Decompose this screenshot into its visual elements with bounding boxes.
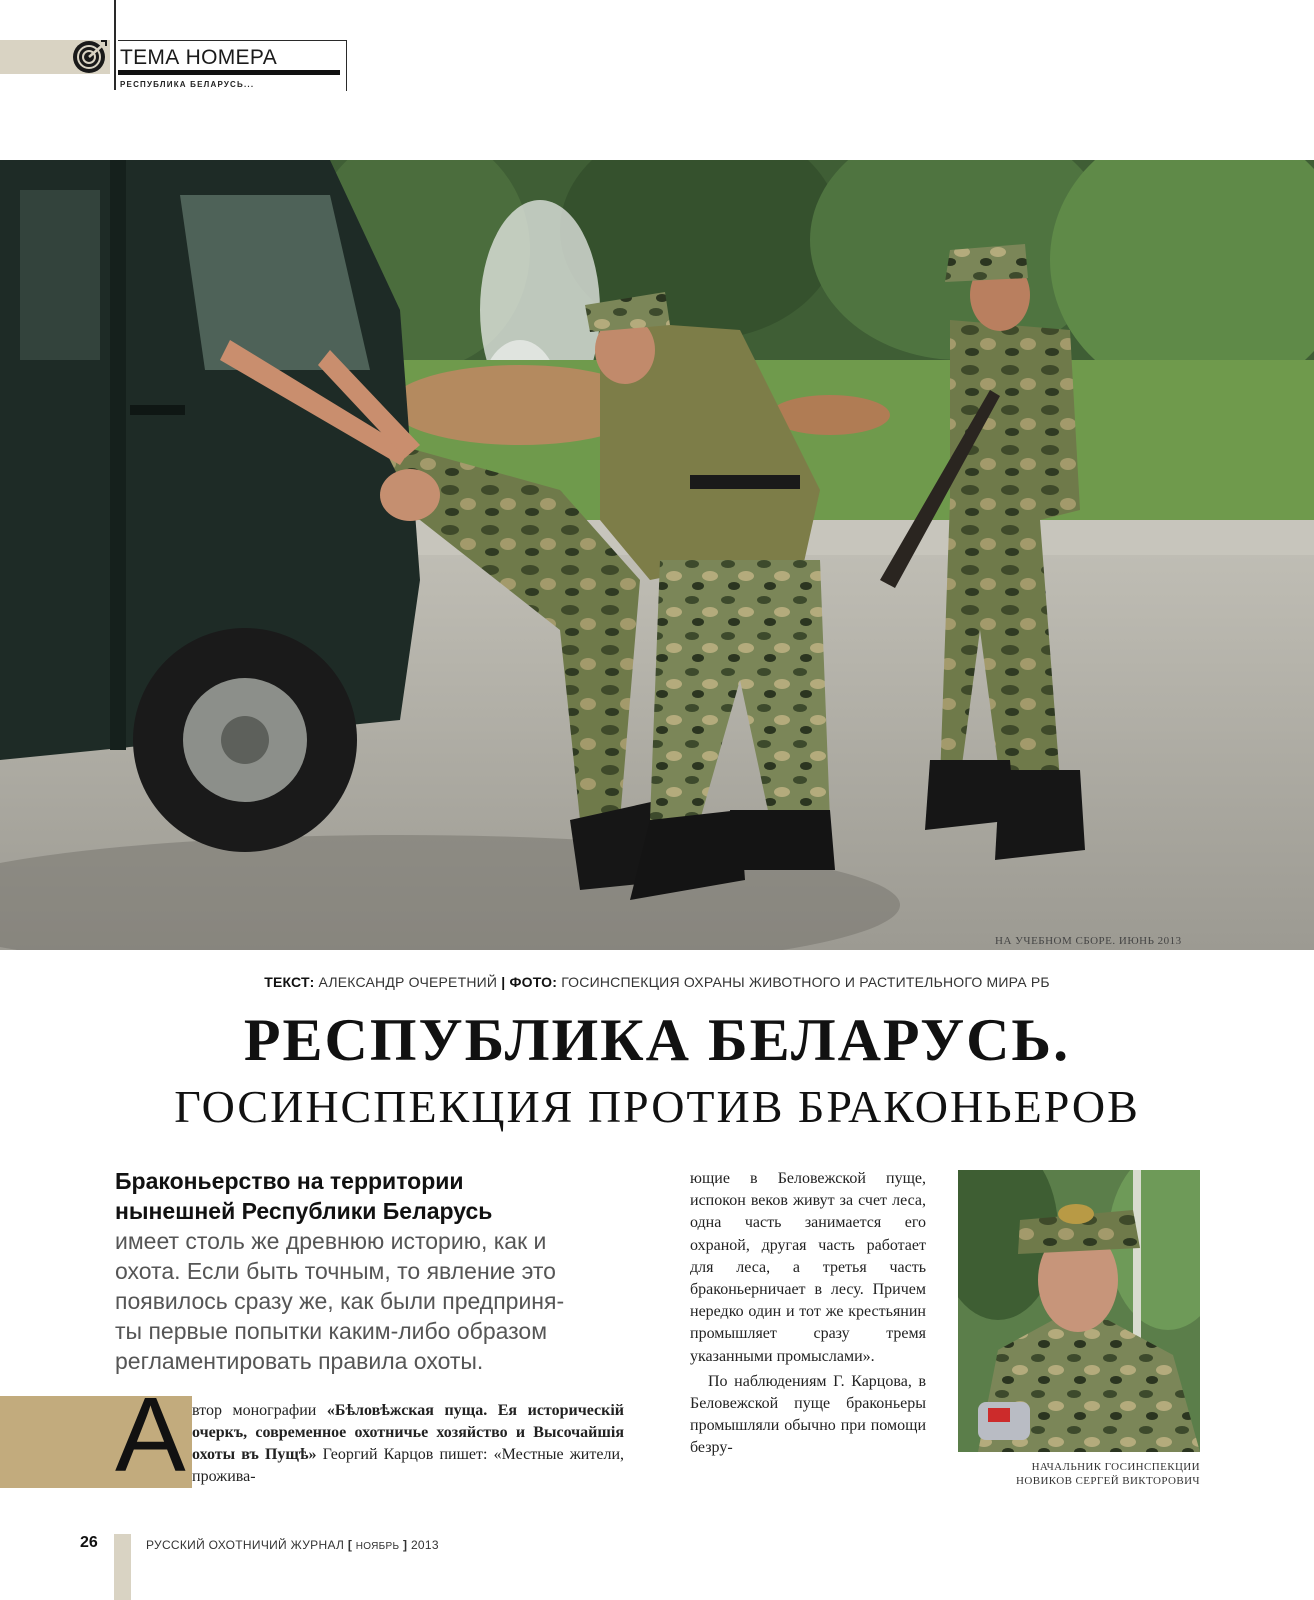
drop-cap: А — [115, 1376, 186, 1494]
body-text: Георгий Карцов пишет: «Местные жители, прожива- — [192, 1446, 625, 1485]
portrait-caption-line: НОВИКОВ СЕРГЕЙ ВИКТОРОВИЧ — [1016, 1475, 1200, 1487]
lead-line: появилось сразу же, как были предприня- — [115, 1288, 565, 1314]
lead-line: регламентировать правила охоты. — [115, 1348, 484, 1374]
photo-source: ГОСИНСПЕКЦИЯ ОХРАНЫ ЖИВОТНОГО И РАСТИТЕЛЬНОГО МИРА РБ — [561, 974, 1050, 990]
lead-paragraph — [115, 1166, 635, 1376]
portrait-caption-line: НАЧАЛЬНИК ГОСИНСПЕКЦИИ — [1031, 1461, 1200, 1473]
journal-title: РУССКИЙ ОХОТНИЧИЙ ЖУРНАЛ — [146, 1538, 345, 1552]
header-vertical-rule — [114, 0, 116, 90]
body-text: втор монографии — [192, 1402, 327, 1419]
issue-month: НОЯБРЬ — [355, 1541, 400, 1552]
text-label: ТЕКСТ: — [264, 974, 315, 990]
portrait-caption — [958, 1460, 1200, 1488]
body-column-1 — [192, 1400, 624, 1488]
lead-bold-line: Браконьерство на территории — [115, 1168, 464, 1194]
article-title: РЕСПУБЛИКА БЕЛАРУСЬ. — [243, 1007, 1071, 1073]
bracket-open: [ — [347, 1538, 353, 1552]
article-credits — [0, 974, 1314, 990]
section-title: ТЕМА НОМЕРА — [120, 46, 278, 69]
text-author: АЛЕКСАНДР ОЧЕРЕТНИЙ — [318, 974, 498, 990]
lead-bold-line: нынешней Республики Беларусь — [115, 1198, 493, 1224]
credits-separator: | — [501, 974, 506, 990]
lead-line: ты первые попытки каким-либо образом — [115, 1318, 548, 1344]
photo-caption: НА УЧЕБНОМ СБОРЕ. ИЮНЬ 2013 — [995, 935, 1182, 947]
portrait-photo — [958, 1170, 1200, 1452]
body-column-2 — [690, 1168, 926, 1460]
body-paragraph: По наблюдениям Г. Карцова, в Беловежской пуще браконьеры промышляли обычно при помощи безру- — [690, 1372, 926, 1457]
bracket-close: ] — [403, 1538, 408, 1552]
target-icon — [70, 38, 108, 76]
header-rule — [118, 70, 340, 75]
footer-bar — [114, 1534, 131, 1600]
issue-year: 2013 — [410, 1538, 439, 1552]
journal-name — [146, 1538, 439, 1552]
lead-line: имеет столь же древнюю историю, как и — [115, 1228, 547, 1254]
page-number: 26 — [80, 1534, 98, 1551]
body-paragraph — [192, 1400, 624, 1488]
article-subtitle: ГОСИНСПЕКЦИЯ ПРОТИВ БРАКОНЬЕРОВ — [174, 1081, 1140, 1132]
hero-photo — [0, 160, 1314, 950]
body-paragraph: ющие в Беловежской пуще, испокон веков живут за счет леса, одна часть занимается его охраной, другая часть работает для леса, а третья часть браконьерничает в лесу. Причем нередко один и тот же крестьянин промышляет сразу тремя указанными промыслами». — [690, 1170, 926, 1365]
section-subtitle: РЕСПУБЛИКА БЕЛАРУСЬ... — [120, 80, 255, 89]
book-title: «Бѣловѣжская пуща. Ея историческій очеркъ, современное охотничье хозяйство и Высочайшія охоты въ Пущѣ» — [192, 1402, 624, 1463]
photo-label: ФОТО: — [509, 974, 558, 990]
lead-line: охота. Если быть точным, то явление это — [115, 1258, 556, 1284]
